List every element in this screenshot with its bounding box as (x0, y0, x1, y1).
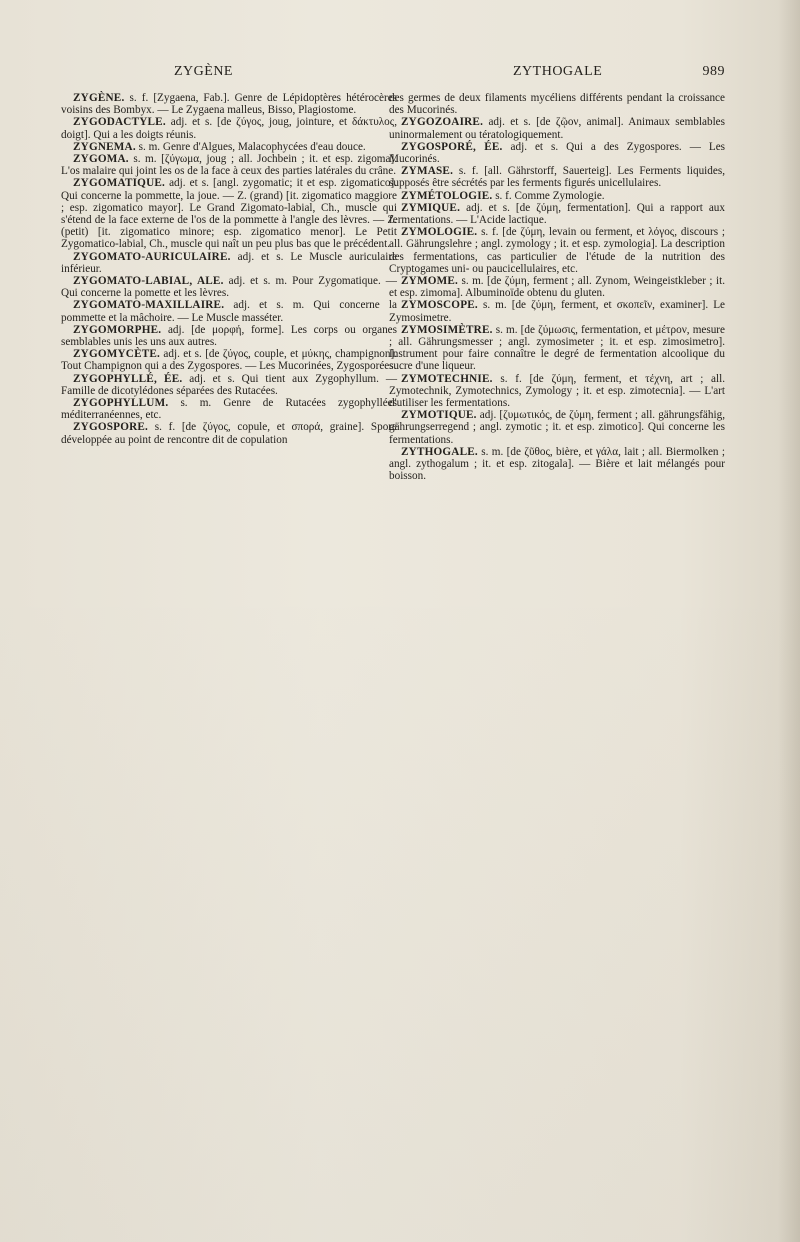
entry-headword: ZYMASE. (401, 165, 454, 178)
dictionary-entry (389, 165, 725, 189)
left-column (61, 92, 397, 446)
entry-definition: s. f. Comme Zymologie. (495, 189, 605, 202)
entry-definition: adj. et s. Qui a des Zygospores. — Les Mucorinés. (389, 140, 726, 166)
entry-headword: ZYGÈNE. (73, 92, 125, 104)
entry-headword: ZYMOTECHNIE. (401, 372, 493, 385)
entry-definition: s. f. [all. Gährstorff, Sauerteig]. Les Ferments liquides, supposés être sécrétés par les ferments figurés unicellulaires. (389, 165, 725, 190)
entry-headword: ZYMIQUE. (401, 201, 461, 214)
entry-headword: ZYGOMORPHE. (73, 323, 162, 336)
entry-headword: ZYMOSCOPE. (401, 299, 478, 312)
header-left-guide-word: ZYGÈNE (174, 64, 233, 79)
entry-definition: s. m. [de ζύμη, ferment, et σκοπεῖν, examiner]. Le Zymosimetre. (389, 299, 726, 324)
entry-headword: ZYMOSIMÈTRE. (401, 323, 493, 336)
entry-definition: s. m. [ζύγωμα, joug ; all. Jochbein ; it. et esp. zigoma]. L'os malaire qui joint les os de la face à ceux des parties latérales du crâne. (61, 153, 397, 178)
entry-headword: ZYGOMYCÈTE. (73, 348, 161, 361)
entry-definition: s. f. [de ζύμη, ferment, et τέχνη, art ; all. Zymotechnik, Zymotechnics, Zymology ; it. et esp. zimotecnia]. — L'art d'utiliser les fermentations. (389, 372, 726, 410)
entry-headword: ZYMOTIQUE. (401, 409, 477, 422)
entry-definition: adj. et s. Le Muscle auriculaire inférieur. (61, 250, 398, 275)
entry-definition: s. f. [de ζύμη, levain ou ferment, et λόγος, discours ; all. Gährungslehre ; angl. zymology ; it. et esp. zymologia]. La description des fermentations, cas particulier de l'étude de la nutrition des Cryptogames uni- ou paucicellulaires, etc. (389, 226, 725, 275)
entry-headword: ZYGOMATO-AURICULAIRE. (73, 250, 231, 263)
dictionary-entry (389, 299, 725, 323)
entry-definition: s. f. [de ζύγος, copule, et σπορά, graine]. Spore développée au point de rencontre dit de copulation (61, 421, 397, 446)
entry-headword: ZYTHOGALE. (401, 445, 478, 458)
dictionary-entry (61, 373, 397, 397)
dictionary-entry (389, 373, 725, 410)
dictionary-entry (389, 226, 725, 275)
entry-headword: ZYMÉTOLOGIE. (401, 189, 493, 202)
entry-headword: ZYGOMA. (73, 153, 129, 166)
entry-definition: s. m. [de ζῦθος, bière, et γάλα, lait ; all. Biermolken ; angl. zythogalum ; it. et esp. zitogala]. — Bière et lait mélangés pour boisson. (389, 445, 725, 483)
dictionary-entry (389, 190, 725, 202)
dictionary-entry (389, 324, 725, 373)
entry-definition: s. f. [Zygaena, Fab.]. Genre de Lépidoptères hétérocères voisins des Bombyx. — Le Zygaena malleus, Bisso, Plagiostome. (61, 92, 398, 117)
entry-definition: adj. et s. [de ζύγος, joug, jointure, et δάκτυλος, doigt]. Qui a les doigts réunis. (61, 116, 397, 141)
dictionary-entry (61, 153, 397, 177)
entry-definition: adj. et s. [de ζύγος, couple, et μύκης, champignon]. Tout Champignon qui a des Zygospores. — Les Mucorinées, Zygosporées. (61, 348, 398, 373)
entry-headword: ZYGOMATO-MAXILLAIRE. (73, 299, 225, 312)
dictionary-entry (61, 141, 397, 153)
dictionary-entry (61, 275, 397, 299)
dictionary-entry (389, 446, 725, 483)
dictionary-entry (389, 141, 725, 165)
entry-headword: ZYGOSPORE. (73, 421, 149, 434)
entry-definition: adj. et s. m. Qui concerne la pommette et la mâchoire. — Le Muscle masséter. (61, 299, 397, 324)
dictionary-entry (389, 409, 725, 446)
entry-definition: s. m. Genre d'Algues, Malacophycées d'eau douce. (138, 140, 366, 153)
dictionary-entry (389, 116, 725, 140)
entry-definition: adj. et s. [de ζῷον, animal]. Animaux semblables uninormalement ou tératologiquement. (389, 116, 725, 141)
entry-headword: ZYGODACTYLE. (73, 116, 166, 129)
page-header (60, 64, 725, 84)
entry-definition: s. m. [de ζύμη, ferment ; all. Zynom, Weingeistkleber ; it. et esp. zimoma]. Albuminoïde obtenu du gluten. (389, 275, 725, 300)
entry-definition: s. m. [de ζύμωσις, fermentation, et μέτρον, mesure ; all. Gährungsmesser ; angl. zymosimeter ; it. et esp. zimosimetro]. Instrument pour faire connaître le degré de fermentation alcoolique du sucre d'une liqueur. (389, 323, 725, 373)
dictionary-entry (61, 251, 397, 275)
dictionary-entry (389, 202, 725, 226)
entry-definition: adj. [ζυμωτικός, de ζύμη, ferment ; all. gährungsfähig, gährungserregend ; angl. zymotic ; it. et esp. zimotico]. Qui concerne les fermentations. (389, 409, 725, 446)
entry-definition: adj. et s. Qui tient aux Zygophyllum. — Famille de dicotylédones séparées des Rutacées. (61, 372, 398, 397)
page-edge-shadow (778, 0, 800, 1242)
entry-headword: ZYMOLOGIE. (401, 226, 478, 239)
dictionary-entry (61, 116, 397, 140)
right-column (389, 92, 725, 483)
entry-headword: ZYMOME. (401, 275, 459, 288)
entry-definition: des germes de deux filaments mycéliens différents pendant la croissance des Mucorinés. (389, 92, 725, 117)
entry-headword: ZYGNEMA. (73, 140, 136, 153)
dictionary-entry (61, 324, 397, 348)
header-right-guide-word: ZYTHOGALE (513, 64, 603, 79)
dictionary-entry (61, 177, 397, 250)
dictionary-entry (389, 92, 725, 116)
entry-headword: ZYGOSPORÉ, ÉE. (401, 140, 503, 153)
entry-definition: adj. et s. [angl. zygomatic; it et esp. zigomatico]. Qui concerne la pommette, la joue. — Z. (grand) [it. zigomatico maggiore ; esp. zigomatico mayor]. Le Grand Zigomato-labial, Ch., muscle qui s'étend de la face externe de l'os de la pommette à l'angle des lèvres. — Z. (petit) [it. zigomatico minore; esp. zigomatico menor]. Le Petit Zygomatico-labial, Ch., muscle qui naît un peu plus bas que le précédent. (61, 177, 398, 251)
entry-headword: ZYGOPHYLLÉ, ÉE. (73, 372, 183, 385)
dictionary-entry (61, 421, 397, 445)
entry-headword: ZYGOZOAIRE. (401, 116, 484, 129)
entry-headword: ZYGOPHYLLUM. (73, 397, 169, 410)
entry-headword: ZYGOMATIQUE. (73, 177, 166, 190)
dictionary-entry (389, 275, 725, 299)
dictionary-entry (61, 397, 397, 421)
dictionary-entry (61, 299, 397, 323)
entry-definition: adj. et s. m. Pour Zygomatique. — Qui concerne la pomette et les lèvres. (61, 275, 397, 300)
dictionary-entry (61, 348, 397, 372)
entry-headword: ZYGOMATO-LABIAL, ALE. (73, 275, 224, 288)
dictionary-entry (61, 92, 397, 116)
blank-lower-area (0, 570, 800, 1242)
entry-definition: adj. et s. [de ζύμη, fermentation]. Qui a rapport aux fermentations. — L'Acide lactique. (389, 201, 725, 227)
page-number: 989 (702, 64, 725, 79)
entry-definition: s. m. Genre de Rutacées zygophyllées méditerranéennes, etc. (61, 397, 397, 422)
entry-definition: adj. [de μορφή, forme]. Les corps ou organes semblables unis les uns aux autres. (61, 323, 397, 349)
